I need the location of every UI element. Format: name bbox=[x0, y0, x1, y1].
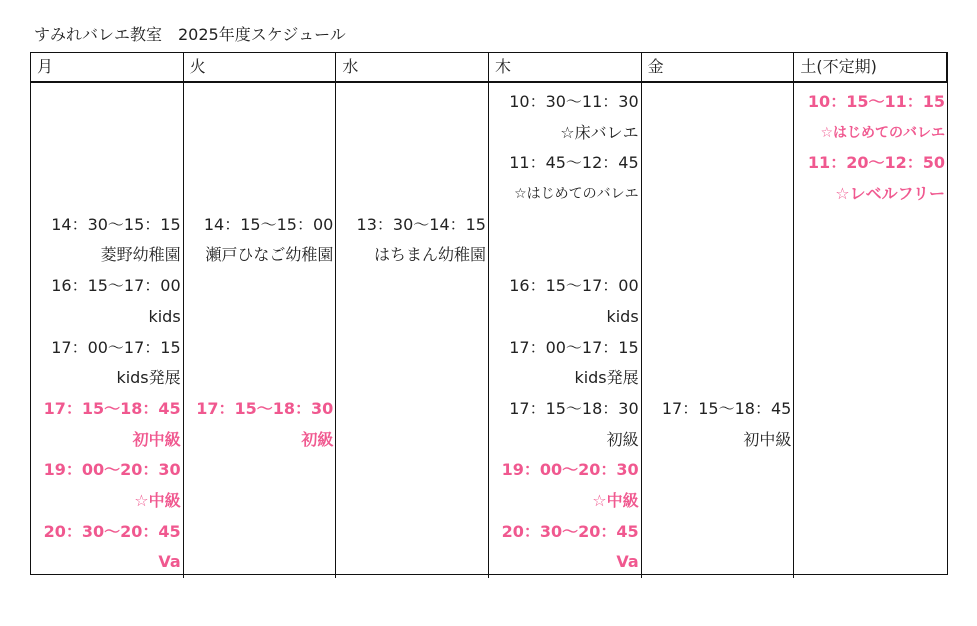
schedule-entry: 17：15〜18：45 bbox=[661, 398, 792, 418]
day-column-wed bbox=[336, 83, 489, 578]
schedule-entry: 14：30〜15：15 bbox=[51, 214, 181, 234]
schedule-entry: 17：15〜18：30 bbox=[196, 398, 334, 418]
day-header-fri: 金 bbox=[642, 53, 795, 83]
schedule-entry: 初中級 bbox=[132, 429, 181, 449]
schedule-entry: 20：30〜20：45 bbox=[501, 521, 639, 541]
day-header-sat: 土(不定期) bbox=[794, 53, 947, 83]
schedule-entry: kids bbox=[606, 306, 639, 326]
schedule-entry: ☆床バレエ bbox=[560, 122, 639, 142]
day-column-fri bbox=[642, 83, 795, 578]
schedule-entry: 13：30〜14：15 bbox=[356, 214, 486, 234]
day-column-tue bbox=[184, 83, 337, 578]
schedule-entry: 14：15〜15：00 bbox=[203, 214, 334, 234]
page-title: すみれバレエ教室 2025年度スケジュール bbox=[34, 25, 346, 44]
schedule-entry: 17：00〜17：15 bbox=[51, 337, 181, 357]
day-header-wed: 水 bbox=[336, 53, 489, 83]
schedule-entry: kids発展 bbox=[574, 368, 639, 388]
schedule-entry: 初級 bbox=[301, 429, 334, 449]
schedule-entry: 19：00〜20：30 bbox=[43, 460, 181, 480]
schedule-entry: 10：30〜11：30 bbox=[509, 92, 639, 111]
schedule-entry: 16：15〜17：00 bbox=[51, 276, 181, 296]
schedule-entry: 11：45〜12：45 bbox=[509, 153, 639, 173]
schedule-entry: 菱野幼稚園 bbox=[100, 245, 181, 265]
schedule-entry: 初級 bbox=[606, 429, 639, 449]
schedule-entry: 16：15〜17：00 bbox=[509, 276, 639, 296]
schedule-entry: ☆はじめてのバレエ bbox=[820, 124, 945, 141]
day-header-tue: 火 bbox=[184, 53, 337, 83]
schedule-entry: 17：00〜17：15 bbox=[509, 337, 639, 357]
schedule-entry: ☆はじめてのバレエ bbox=[514, 186, 639, 203]
schedule-entry: 20：30〜20：45 bbox=[43, 521, 181, 541]
day-column-sat bbox=[794, 83, 947, 578]
schedule-entry: kids bbox=[148, 306, 181, 326]
day-header-thu: 木 bbox=[489, 53, 642, 83]
schedule-entry: 瀬戸ひなご幼稚園 bbox=[205, 245, 334, 265]
schedule-entry: ☆中級 bbox=[134, 490, 181, 510]
schedule-entry: 10：15〜11：15 bbox=[807, 92, 945, 111]
day-column-mon bbox=[31, 83, 184, 578]
schedule-entry: 11：20〜12：50 bbox=[807, 153, 945, 173]
schedule-entry: 初中級 bbox=[743, 429, 792, 449]
schedule-table bbox=[30, 52, 948, 575]
schedule-entry: ☆レベルフリー bbox=[835, 184, 945, 204]
schedule-entry: Va bbox=[158, 552, 181, 572]
schedule-entry: 17：15〜18：45 bbox=[43, 398, 181, 418]
schedule-entry: kids発展 bbox=[116, 368, 181, 388]
schedule-entry: はちまん幼稚園 bbox=[373, 245, 486, 265]
schedule-entry: Va bbox=[616, 552, 639, 572]
schedule-entry: 17：15〜18：30 bbox=[509, 398, 639, 418]
day-header-mon: 月 bbox=[31, 53, 184, 83]
day-column-thu bbox=[489, 83, 642, 578]
schedule-entry: ☆中級 bbox=[592, 490, 639, 510]
schedule-entry: 19：00〜20：30 bbox=[501, 460, 639, 480]
